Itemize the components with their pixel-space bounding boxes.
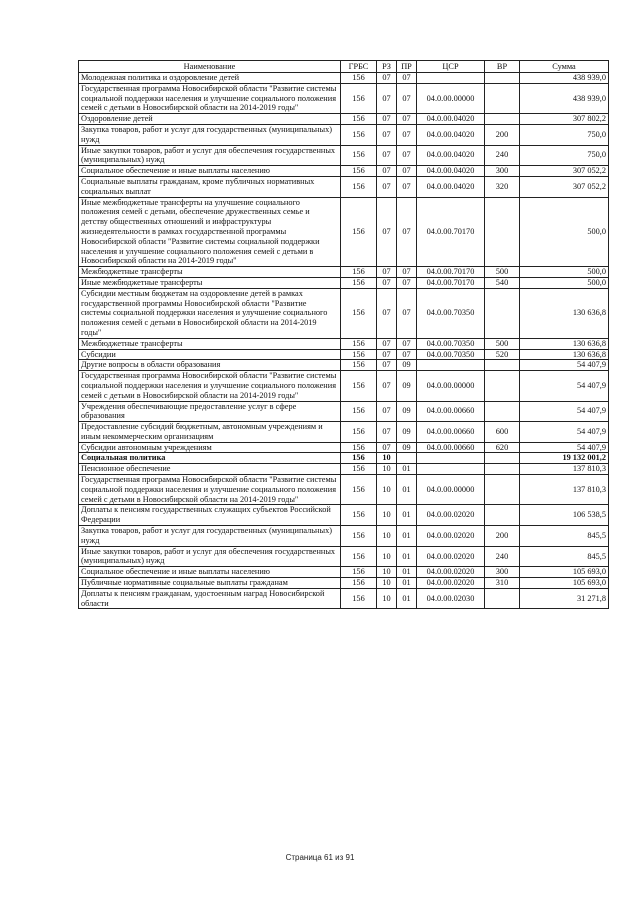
cell-vr	[485, 73, 520, 84]
cell-grbs: 156	[341, 114, 377, 125]
cell-grbs: 156	[341, 546, 377, 567]
cell-vr	[485, 360, 520, 371]
cell-sum: 307 052,2	[520, 176, 609, 197]
cell-pr: 01	[397, 526, 417, 547]
cell-grbs: 156	[341, 422, 377, 443]
cell-pr: 07	[397, 176, 417, 197]
cell-name: Молодежная политика и оздоровление детей	[79, 73, 341, 84]
cell-grbs: 156	[341, 124, 377, 145]
table-row	[79, 422, 609, 443]
cell-name: Субсидии автономным учреждениям	[79, 442, 341, 453]
cell-csr: 04.0.00.04020	[417, 124, 485, 145]
cell-rz: 10	[377, 453, 397, 464]
cell-grbs: 156	[341, 73, 377, 84]
cell-name: Государственная программа Новосибирской области "Развитие системы социальной поддержки населения и улучшение социального положения семей с детьми в Новосибирской области на 2014-2019 годы"	[79, 83, 341, 113]
cell-pr: 01	[397, 578, 417, 589]
cell-vr: 620	[485, 442, 520, 453]
header-grbs: ГРБС	[341, 61, 377, 73]
cell-name: Доплаты к пенсиям гражданам, удостоенным наград Новосибирской области	[79, 588, 341, 609]
table-row	[79, 588, 609, 609]
cell-grbs: 156	[341, 588, 377, 609]
cell-vr	[485, 197, 520, 267]
cell-vr: 500	[485, 267, 520, 278]
cell-grbs: 156	[341, 505, 377, 526]
cell-vr	[485, 588, 520, 609]
cell-vr: 240	[485, 145, 520, 166]
table-row	[79, 475, 609, 505]
cell-pr: 09	[397, 371, 417, 401]
cell-rz: 07	[377, 73, 397, 84]
cell-vr: 600	[485, 422, 520, 443]
cell-csr: 04.0.00.02030	[417, 588, 485, 609]
cell-grbs: 156	[341, 267, 377, 278]
cell-name: Социальная политика	[79, 453, 341, 464]
cell-sum: 130 636,8	[520, 338, 609, 349]
cell-csr: 04.0.00.00660	[417, 422, 485, 443]
cell-name: Межбюджетные трансферты	[79, 338, 341, 349]
header-name: Наименование	[79, 61, 341, 73]
cell-rz: 07	[377, 124, 397, 145]
cell-vr	[485, 371, 520, 401]
header-sum: Сумма	[520, 61, 609, 73]
cell-vr: 200	[485, 526, 520, 547]
table-row	[79, 578, 609, 589]
cell-rz: 07	[377, 176, 397, 197]
cell-pr: 01	[397, 588, 417, 609]
cell-pr: 01	[397, 546, 417, 567]
cell-pr: 09	[397, 401, 417, 422]
cell-grbs: 156	[341, 401, 377, 422]
cell-pr: 07	[397, 166, 417, 177]
table-row	[79, 349, 609, 360]
cell-csr: 04.0.00.00000	[417, 475, 485, 505]
cell-rz: 07	[377, 166, 397, 177]
cell-sum: 500,0	[520, 267, 609, 278]
table-row	[79, 267, 609, 278]
cell-csr	[417, 73, 485, 84]
cell-csr	[417, 453, 485, 464]
cell-sum: 130 636,8	[520, 288, 609, 338]
cell-pr: 07	[397, 267, 417, 278]
cell-vr	[485, 505, 520, 526]
cell-csr: 04.0.00.70170	[417, 197, 485, 267]
table-row	[79, 453, 609, 464]
cell-sum: 54 407,9	[520, 442, 609, 453]
cell-rz: 07	[377, 338, 397, 349]
cell-rz: 07	[377, 442, 397, 453]
table-row	[79, 83, 609, 113]
cell-rz: 07	[377, 114, 397, 125]
table-header	[79, 61, 609, 73]
cell-rz: 10	[377, 546, 397, 567]
cell-pr	[397, 453, 417, 464]
cell-csr: 04.0.00.70350	[417, 338, 485, 349]
cell-vr: 500	[485, 338, 520, 349]
cell-grbs: 156	[341, 288, 377, 338]
cell-grbs: 156	[341, 360, 377, 371]
header-rz: РЗ	[377, 61, 397, 73]
cell-sum: 438 939,0	[520, 73, 609, 84]
cell-sum: 106 538,5	[520, 505, 609, 526]
cell-name: Иные закупки товаров, работ и услуг для обеспечения государственных (муниципальных) нужд	[79, 546, 341, 567]
cell-name: Предоставление субсидий бюджетным, автономным учреждениям и иным некоммерческим организациям	[79, 422, 341, 443]
cell-sum: 845,5	[520, 526, 609, 547]
cell-pr: 07	[397, 349, 417, 360]
cell-csr: 04.0.00.04020	[417, 145, 485, 166]
cell-rz: 10	[377, 505, 397, 526]
table-row	[79, 505, 609, 526]
cell-pr: 09	[397, 360, 417, 371]
cell-sum: 307 802,2	[520, 114, 609, 125]
cell-vr	[485, 288, 520, 338]
cell-name: Социальное обеспечение и иные выплаты населению	[79, 567, 341, 578]
cell-sum: 54 407,9	[520, 371, 609, 401]
cell-name: Межбюджетные трансферты	[79, 267, 341, 278]
cell-csr: 04.0.00.02020	[417, 578, 485, 589]
cell-pr: 01	[397, 505, 417, 526]
cell-sum: 54 407,9	[520, 422, 609, 443]
table-row	[79, 166, 609, 177]
table-row	[79, 371, 609, 401]
table-row	[79, 124, 609, 145]
cell-rz: 10	[377, 475, 397, 505]
cell-vr	[485, 453, 520, 464]
cell-grbs: 156	[341, 464, 377, 475]
cell-pr: 01	[397, 567, 417, 578]
table-row	[79, 442, 609, 453]
cell-rz: 10	[377, 526, 397, 547]
cell-sum: 500,0	[520, 197, 609, 267]
cell-grbs: 156	[341, 442, 377, 453]
cell-sum: 307 052,2	[520, 166, 609, 177]
cell-pr: 07	[397, 197, 417, 267]
page-number: Страница 61 из 91	[285, 853, 355, 862]
cell-sum: 438 939,0	[520, 83, 609, 113]
cell-name: Публичные нормативные социальные выплаты гражданам	[79, 578, 341, 589]
cell-vr	[485, 114, 520, 125]
cell-name: Оздоровление детей	[79, 114, 341, 125]
cell-vr: 310	[485, 578, 520, 589]
cell-rz: 10	[377, 578, 397, 589]
cell-name: Учреждения обеспечивающие предоставление услуг в сфере образования	[79, 401, 341, 422]
cell-name: Субсидии	[79, 349, 341, 360]
cell-vr: 520	[485, 349, 520, 360]
cell-grbs: 156	[341, 349, 377, 360]
cell-csr: 04.0.00.70350	[417, 349, 485, 360]
cell-vr: 200	[485, 124, 520, 145]
table-row	[79, 145, 609, 166]
cell-name: Другие вопросы в области образования	[79, 360, 341, 371]
cell-csr	[417, 360, 485, 371]
cell-pr: 07	[397, 83, 417, 113]
cell-csr: 04.0.00.00000	[417, 371, 485, 401]
cell-sum: 130 636,8	[520, 349, 609, 360]
cell-sum: 845,5	[520, 546, 609, 567]
cell-rz: 10	[377, 567, 397, 578]
table-row	[79, 401, 609, 422]
table-row	[79, 277, 609, 288]
table-row	[79, 288, 609, 338]
header-pr: ПР	[397, 61, 417, 73]
cell-name: Государственная программа Новосибирской области "Развитие системы социальной поддержки населения и улучшение социального положения семей с детьми в Новосибирской области на 2014-2019 годы"	[79, 371, 341, 401]
cell-pr: 07	[397, 277, 417, 288]
cell-name: Иные закупки товаров, работ и услуг для обеспечения государственных (муниципальных) нужд	[79, 145, 341, 166]
cell-csr	[417, 464, 485, 475]
budget-table	[78, 60, 609, 609]
cell-csr: 04.0.00.02020	[417, 567, 485, 578]
table-row	[79, 526, 609, 547]
cell-sum: 54 407,9	[520, 401, 609, 422]
cell-sum: 750,0	[520, 124, 609, 145]
cell-grbs: 156	[341, 526, 377, 547]
cell-pr: 07	[397, 73, 417, 84]
cell-csr: 04.0.00.70170	[417, 267, 485, 278]
cell-csr: 04.0.00.70170	[417, 277, 485, 288]
cell-vr: 540	[485, 277, 520, 288]
cell-name: Социальные выплаты гражданам, кроме публичных нормативных социальных выплат	[79, 176, 341, 197]
cell-name: Закупка товаров, работ и услуг для государственных (муниципальных) нужд	[79, 124, 341, 145]
cell-grbs: 156	[341, 197, 377, 267]
table-row	[79, 114, 609, 125]
cell-pr: 09	[397, 442, 417, 453]
table-row	[79, 197, 609, 267]
cell-rz: 07	[377, 288, 397, 338]
cell-grbs: 156	[341, 338, 377, 349]
cell-grbs: 156	[341, 166, 377, 177]
cell-name: Государственная программа Новосибирской области "Развитие системы социальной поддержки населения и улучшение социального положения семей с детьми в Новосибирской области на 2014-2019 годы"	[79, 475, 341, 505]
cell-grbs: 156	[341, 371, 377, 401]
cell-rz: 10	[377, 464, 397, 475]
cell-rz: 07	[377, 360, 397, 371]
cell-csr: 04.0.00.00000	[417, 83, 485, 113]
cell-vr: 300	[485, 567, 520, 578]
cell-rz: 10	[377, 588, 397, 609]
cell-rz: 07	[377, 349, 397, 360]
cell-csr: 04.0.00.02020	[417, 546, 485, 567]
table-body	[79, 73, 609, 609]
cell-grbs: 156	[341, 578, 377, 589]
cell-vr	[485, 83, 520, 113]
table-row	[79, 338, 609, 349]
cell-grbs: 156	[341, 83, 377, 113]
cell-csr: 04.0.00.04020	[417, 166, 485, 177]
table-row	[79, 546, 609, 567]
cell-pr: 07	[397, 124, 417, 145]
cell-rz: 07	[377, 267, 397, 278]
header-csr: ЦСР	[417, 61, 485, 73]
cell-pr: 01	[397, 475, 417, 505]
cell-vr	[485, 464, 520, 475]
cell-sum: 137 810,3	[520, 464, 609, 475]
cell-grbs: 156	[341, 453, 377, 464]
cell-vr: 320	[485, 176, 520, 197]
cell-csr: 04.0.00.02020	[417, 505, 485, 526]
cell-name: Социальное обеспечение и иные выплаты населению	[79, 166, 341, 177]
cell-sum: 54 407,9	[520, 360, 609, 371]
cell-grbs: 156	[341, 277, 377, 288]
cell-csr: 04.0.00.02020	[417, 526, 485, 547]
cell-rz: 07	[377, 145, 397, 166]
cell-csr: 04.0.00.00660	[417, 401, 485, 422]
cell-pr: 07	[397, 145, 417, 166]
cell-rz: 07	[377, 401, 397, 422]
cell-rz: 07	[377, 277, 397, 288]
cell-pr: 07	[397, 114, 417, 125]
cell-vr	[485, 475, 520, 505]
cell-vr: 300	[485, 166, 520, 177]
cell-grbs: 156	[341, 567, 377, 578]
table-row	[79, 567, 609, 578]
cell-name: Иные межбюджетные трансферты на улучшение социального положения семей с детьми, обеспечение дружественных семье и детству общественных отношений и инфраструктуры жизнедеятельности в рамках государственной программы Новосибирской области "Развитие системы социальной поддержки населения и улучшение социального положения семей с детьми в Новосибирской области на 2014-2019 годы"	[79, 197, 341, 267]
cell-sum: 105 693,0	[520, 578, 609, 589]
cell-pr: 09	[397, 422, 417, 443]
cell-pr: 07	[397, 338, 417, 349]
cell-sum: 19 132 001,2	[520, 453, 609, 464]
cell-sum: 750,0	[520, 145, 609, 166]
cell-pr: 07	[397, 288, 417, 338]
cell-csr: 04.0.00.04020	[417, 114, 485, 125]
cell-rz: 07	[377, 197, 397, 267]
cell-grbs: 156	[341, 145, 377, 166]
cell-sum: 105 693,0	[520, 567, 609, 578]
cell-sum: 500,0	[520, 277, 609, 288]
cell-csr: 04.0.00.00660	[417, 442, 485, 453]
cell-csr: 04.0.00.70350	[417, 288, 485, 338]
cell-grbs: 156	[341, 475, 377, 505]
cell-vr: 240	[485, 546, 520, 567]
cell-rz: 07	[377, 422, 397, 443]
table-row	[79, 464, 609, 475]
cell-vr	[485, 401, 520, 422]
cell-rz: 07	[377, 83, 397, 113]
cell-csr: 04.0.00.04020	[417, 176, 485, 197]
table-row	[79, 73, 609, 84]
header-vr: ВР	[485, 61, 520, 73]
cell-rz: 07	[377, 371, 397, 401]
table-row	[79, 176, 609, 197]
cell-sum: 137 810,3	[520, 475, 609, 505]
table-row	[79, 360, 609, 371]
cell-name: Субсидии местным бюджетам на оздоровление детей в рамках государственной программы Новосибирской области "Развитие системы социальной поддержки населения и улучшение социального положения семей с детьми в Новосибирской области на 2014-2019 годы"	[79, 288, 341, 338]
cell-name: Закупка товаров, работ и услуг для государственных (муниципальных) нужд	[79, 526, 341, 547]
cell-name: Иные межбюджетные трансферты	[79, 277, 341, 288]
cell-sum: 31 271,8	[520, 588, 609, 609]
cell-pr: 01	[397, 464, 417, 475]
cell-name: Доплаты к пенсиям государственных служащих субъектов Российской Федерации	[79, 505, 341, 526]
cell-name: Пенсионное обеспечение	[79, 464, 341, 475]
cell-grbs: 156	[341, 176, 377, 197]
